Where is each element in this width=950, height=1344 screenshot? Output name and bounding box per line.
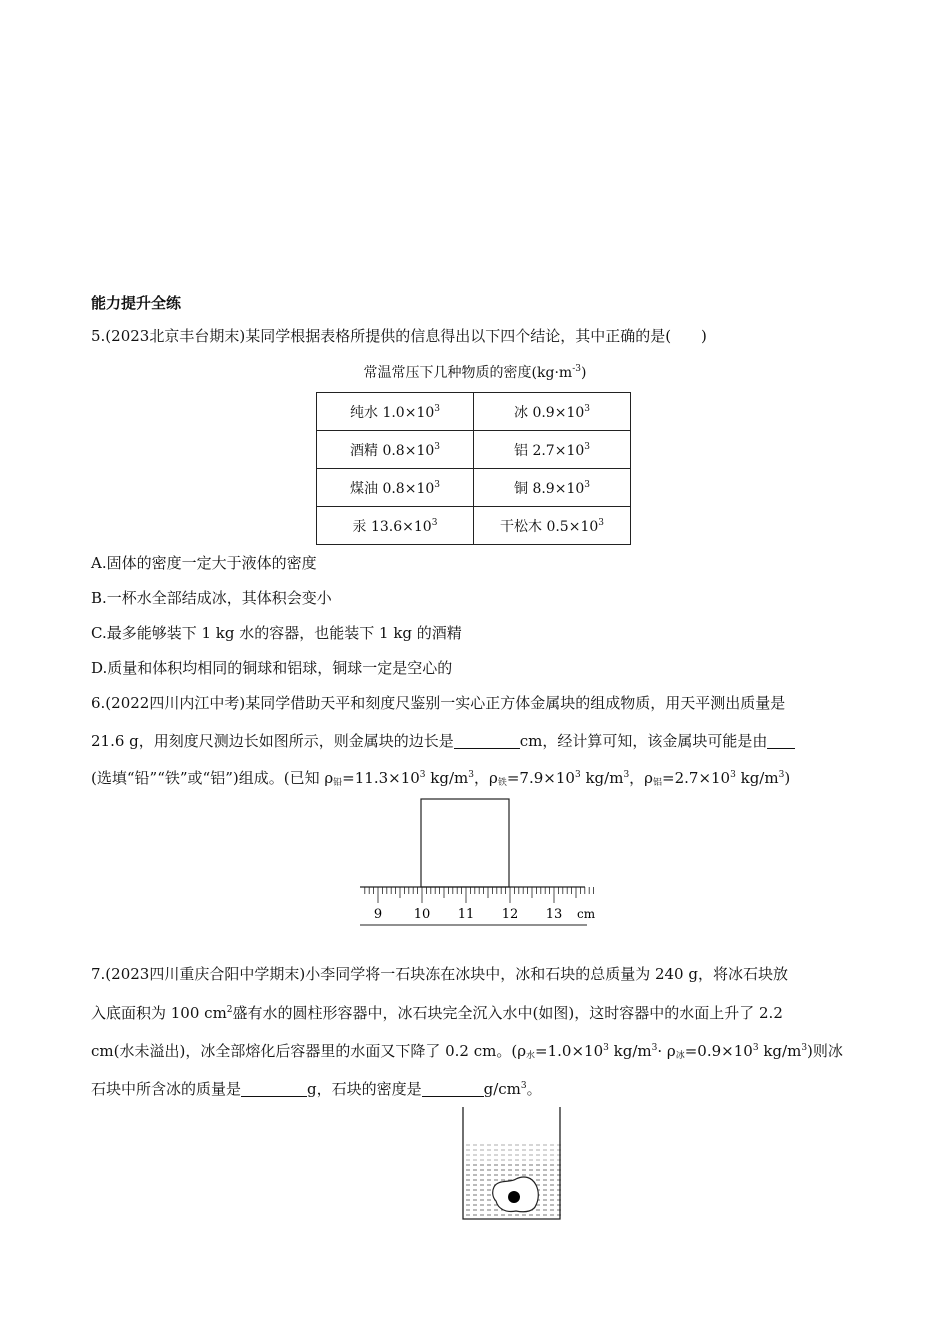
table-caption: 常温常压下几种物质的密度$(kg\cdot m^{-3})$ — [363, 364, 587, 381]
container-figure — [458, 1105, 568, 1227]
table-row — [317, 431, 631, 469]
table-cell: 铜 $8.9\times 10^3$ — [474, 469, 631, 507]
ruler-label: 12 — [501, 907, 519, 922]
table-cell: 汞 $13.6\times 10^3$ — [317, 507, 474, 545]
table-row — [317, 469, 631, 507]
stone — [508, 1191, 520, 1203]
density-table — [316, 392, 631, 545]
q7-line2: 入底面积为 100 $cm^2$盛有水的圆柱形容器中，冰石块完全沉入水中(如图)，这时容器中的水面上升了 2.2 — [91, 1004, 783, 1022]
q5-stem: 5.(2023北京丰台期末)某同学根据表格所提供的信息得出以下四个结论，其中正确的是( ) — [91, 327, 707, 345]
ruler-unit: cm — [577, 907, 595, 921]
ruler-label: 10 — [413, 907, 431, 922]
ruler-label: 9 — [373, 907, 383, 922]
answer-blank[interactable] — [454, 733, 520, 749]
answer-blank[interactable] — [767, 733, 795, 749]
table-cell: 煤油 $0.8\times 10^3$ — [317, 469, 474, 507]
ruler-label: 11 — [457, 907, 475, 922]
table-cell: 酒精 $0.8\times 10^3$ — [317, 431, 474, 469]
q5-option-b: B.一杯水全部结成冰，其体积会变小 — [91, 589, 332, 607]
ruler-label: 13 — [545, 907, 563, 922]
q5-option-c: C.最多能够装下 1 kg 水的容器，也能装下 1 kg 的酒精 — [91, 624, 462, 642]
table-cell: 干松木 $0.5\times 10^3$ — [474, 507, 631, 545]
metal-cube — [421, 799, 509, 887]
table-cell: 纯水 $1.0\times 10^3$ — [317, 393, 474, 431]
q6-line1: 6.(2022四川内江中考)某同学借助天平和刻度尺鉴别一实心正方体金属块的组成物质，用天平测出质量是 — [91, 694, 786, 712]
q7-line1: 7.(2023四川重庆合阳中学期末)小李同学将一石块冻在冰块中，冰和石块的总质量为 240 g，将冰石块放 — [91, 965, 788, 983]
section-title: 能力提升全练 — [91, 294, 182, 312]
table-row — [317, 507, 631, 545]
q7-line4: 石块中所含冰的质量是 g，石块的密度是 $g/cm^3$。 — [91, 1080, 542, 1098]
answer-blank[interactable] — [422, 1081, 484, 1097]
table-cell: 铝 $2.7\times 10^3$ — [474, 431, 631, 469]
q5-option-d: D.质量和体积均相同的铜球和铝球，铜球一定是空心的 — [91, 659, 453, 677]
ruler-ticks — [365, 887, 594, 903]
table-cell: 冰 $0.9\times 10^3$ — [474, 393, 631, 431]
q5-option-a: A.固体的密度一定大于液体的密度 — [91, 554, 317, 572]
table-row — [317, 393, 631, 431]
q7-line3: cm(水未溢出)，冰全部熔化后容器里的水面又下降了 0.2 cm。($\rho_水=1.0\times 10^3$ $kg/m^3\cdot \rho_冰=0.9\times 10^3$ $kg/m^3$)则冰 — [91, 1042, 843, 1061]
q6-line2: 21.6 g，用刻度尺测边长如图所示，则金属块的边长是 cm，经计算可知，该金属块可能是由 — [91, 730, 795, 752]
q6-line3: (选填“铅”“铁”或“铝”)组成。(已知 $\rho_铅=11.3\times 10^3$ $kg/m^3$，$\rho_铁=7.9\times 10^3$ $kg/m^3$，$\rho_铝=2.7\times 10^3$ $kg/m^3$) — [91, 769, 791, 788]
ruler-figure — [355, 795, 595, 930]
answer-blank[interactable] — [241, 1081, 307, 1097]
